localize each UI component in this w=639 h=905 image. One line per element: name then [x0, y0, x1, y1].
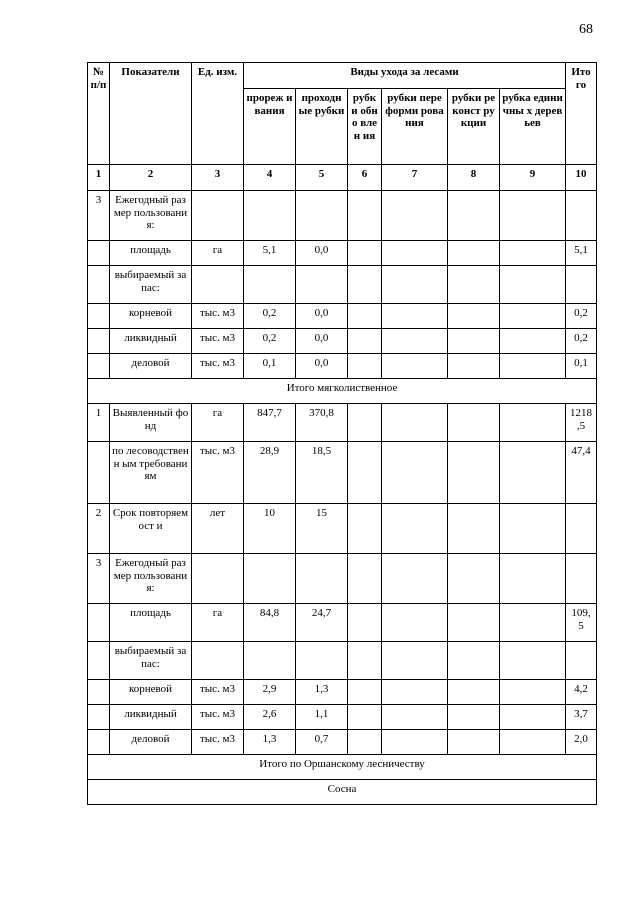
page-number: 68: [579, 22, 593, 37]
column-number-row: [88, 165, 597, 191]
cell-unit: [192, 554, 244, 604]
header-sub: прореж ивания: [244, 89, 296, 165]
cell-single-tree-cut: [500, 442, 566, 504]
section-title: Итого по Оршанскому лесничеству: [88, 755, 597, 780]
cell-reformation-cut: [382, 642, 448, 680]
cell-thinning: 28,9: [244, 442, 296, 504]
cell-thinning: 84,8: [244, 604, 296, 642]
header-sub: рубки переформи рования: [382, 89, 448, 165]
cell-thinning: 0,2: [244, 329, 296, 354]
cell-renewal-cut: [348, 504, 382, 554]
cell-reformation-cut: [382, 554, 448, 604]
cell-thinning: 2,6: [244, 705, 296, 730]
cell-single-tree-cut: [500, 354, 566, 379]
col-number: 1: [88, 165, 110, 191]
cell-reformation-cut: [382, 705, 448, 730]
cell-indicator: ликвидный: [110, 329, 192, 354]
cell-total: 109, 5: [566, 604, 597, 642]
cell-reconstruction-cut: [448, 404, 500, 442]
cell-renewal-cut: [348, 191, 382, 241]
cell-passing-cut: 0,0: [296, 304, 348, 329]
cell-number: [88, 266, 110, 304]
cell-number: 3: [88, 191, 110, 241]
col-number: 8: [448, 165, 500, 191]
cell-unit: [192, 191, 244, 241]
cell-thinning: [244, 554, 296, 604]
cell-passing-cut: [296, 642, 348, 680]
cell-number: [88, 642, 110, 680]
cell-reconstruction-cut: [448, 680, 500, 705]
section-row: [88, 379, 597, 404]
cell-reformation-cut: [382, 241, 448, 266]
cell-unit: тыс. м3: [192, 329, 244, 354]
table-row: [88, 266, 597, 304]
cell-thinning: 2,9: [244, 680, 296, 705]
cell-reformation-cut: [382, 304, 448, 329]
table-row: [88, 604, 597, 642]
cell-passing-cut: 0,0: [296, 329, 348, 354]
table-row: [88, 329, 597, 354]
cell-total: 0,2: [566, 304, 597, 329]
cell-renewal-cut: [348, 241, 382, 266]
table-row: [88, 680, 597, 705]
cell-unit: тыс. м3: [192, 680, 244, 705]
cell-thinning: 847,7: [244, 404, 296, 442]
cell-single-tree-cut: [500, 554, 566, 604]
cell-indicator: деловой: [110, 730, 192, 755]
cell-thinning: [244, 266, 296, 304]
cell-unit: га: [192, 241, 244, 266]
cell-total: [566, 554, 597, 604]
cell-indicator: по лесоводственн ым требованиям: [110, 442, 192, 504]
cell-number: [88, 329, 110, 354]
section-row: [88, 755, 597, 780]
cell-thinning: 0,2: [244, 304, 296, 329]
cell-renewal-cut: [348, 554, 382, 604]
cell-number: [88, 680, 110, 705]
col-number: 2: [110, 165, 192, 191]
cell-indicator: Ежегодный размер пользования:: [110, 191, 192, 241]
table-row: [88, 442, 597, 504]
cell-number: 1: [88, 404, 110, 442]
cell-reconstruction-cut: [448, 241, 500, 266]
cell-single-tree-cut: [500, 730, 566, 755]
cell-passing-cut: 15: [296, 504, 348, 554]
table-row: [88, 730, 597, 755]
cell-thinning: 5,1: [244, 241, 296, 266]
cell-unit: тыс. м3: [192, 442, 244, 504]
table-row: [88, 504, 597, 554]
cell-passing-cut: 0,7: [296, 730, 348, 755]
cell-total: [566, 642, 597, 680]
col-number: 6: [348, 165, 382, 191]
cell-number: [88, 705, 110, 730]
cell-reformation-cut: [382, 604, 448, 642]
cell-unit: га: [192, 604, 244, 642]
cell-renewal-cut: [348, 442, 382, 504]
cell-indicator: корневой: [110, 304, 192, 329]
header-care-types: Виды ухода за лесами: [244, 63, 566, 89]
col-number: 4: [244, 165, 296, 191]
cell-passing-cut: [296, 554, 348, 604]
cell-total: 2,0: [566, 730, 597, 755]
cell-total: [566, 266, 597, 304]
cell-single-tree-cut: [500, 329, 566, 354]
cell-unit: [192, 642, 244, 680]
cell-renewal-cut: [348, 680, 382, 705]
cell-reconstruction-cut: [448, 329, 500, 354]
cell-passing-cut: 0,0: [296, 354, 348, 379]
cell-reformation-cut: [382, 191, 448, 241]
col-number: 10: [566, 165, 597, 191]
cell-reconstruction-cut: [448, 191, 500, 241]
cell-reconstruction-cut: [448, 442, 500, 504]
table-row: [88, 191, 597, 241]
cell-single-tree-cut: [500, 604, 566, 642]
table-row: [88, 554, 597, 604]
cell-number: 2: [88, 504, 110, 554]
cell-renewal-cut: [348, 404, 382, 442]
cell-total: 4,2: [566, 680, 597, 705]
cell-single-tree-cut: [500, 191, 566, 241]
cell-renewal-cut: [348, 642, 382, 680]
cell-indicator: Срок повторяемост и: [110, 504, 192, 554]
cell-indicator: ликвидный: [110, 705, 192, 730]
cell-single-tree-cut: [500, 504, 566, 554]
col-number: 7: [382, 165, 448, 191]
cell-number: [88, 442, 110, 504]
cell-renewal-cut: [348, 354, 382, 379]
cell-reformation-cut: [382, 442, 448, 504]
cell-single-tree-cut: [500, 642, 566, 680]
cell-reformation-cut: [382, 504, 448, 554]
cell-reconstruction-cut: [448, 604, 500, 642]
cell-unit: га: [192, 404, 244, 442]
cell-single-tree-cut: [500, 241, 566, 266]
cell-renewal-cut: [348, 705, 382, 730]
cell-total: 1218 ,5: [566, 404, 597, 442]
header-unit: Ед. изм.: [192, 63, 244, 165]
cell-thinning: 10: [244, 504, 296, 554]
cell-total: [566, 191, 597, 241]
cell-thinning: [244, 642, 296, 680]
cell-reconstruction-cut: [448, 705, 500, 730]
cell-passing-cut: 1,1: [296, 705, 348, 730]
cell-passing-cut: [296, 191, 348, 241]
section-title: Итого мягколиственное: [88, 379, 597, 404]
cell-single-tree-cut: [500, 266, 566, 304]
header-sub: рубка единичны х деревьев: [500, 89, 566, 165]
cell-unit: тыс. м3: [192, 304, 244, 329]
table-row: [88, 705, 597, 730]
cell-indicator: выбираемый запас:: [110, 642, 192, 680]
table-row: [88, 354, 597, 379]
cell-number: [88, 354, 110, 379]
cell-passing-cut: 0,0: [296, 241, 348, 266]
cell-indicator: площадь: [110, 604, 192, 642]
cell-reconstruction-cut: [448, 304, 500, 329]
cell-renewal-cut: [348, 604, 382, 642]
table-row: [88, 404, 597, 442]
cell-reconstruction-cut: [448, 266, 500, 304]
cell-renewal-cut: [348, 329, 382, 354]
cell-total: 0,2: [566, 329, 597, 354]
header-sub: рубк и обно влен ия: [348, 89, 382, 165]
cell-renewal-cut: [348, 304, 382, 329]
cell-passing-cut: 18,5: [296, 442, 348, 504]
cell-total: 3,7: [566, 705, 597, 730]
cell-reformation-cut: [382, 266, 448, 304]
cell-passing-cut: 370,8: [296, 404, 348, 442]
cell-reformation-cut: [382, 354, 448, 379]
cell-passing-cut: 24,7: [296, 604, 348, 642]
cell-passing-cut: 1,3: [296, 680, 348, 705]
table-row: [88, 304, 597, 329]
cell-renewal-cut: [348, 730, 382, 755]
cell-unit: тыс. м3: [192, 705, 244, 730]
cell-number: [88, 241, 110, 266]
cell-reconstruction-cut: [448, 504, 500, 554]
cell-reformation-cut: [382, 404, 448, 442]
cell-single-tree-cut: [500, 705, 566, 730]
header-num: № п/п: [88, 63, 110, 165]
header-indicators: Показатели: [110, 63, 192, 165]
cell-total: 5,1: [566, 241, 597, 266]
cell-single-tree-cut: [500, 404, 566, 442]
col-number: 3: [192, 165, 244, 191]
cell-reformation-cut: [382, 680, 448, 705]
forest-care-table: [87, 62, 597, 805]
table-body: [88, 191, 597, 805]
cell-reconstruction-cut: [448, 730, 500, 755]
cell-thinning: 0,1: [244, 354, 296, 379]
cell-passing-cut: [296, 266, 348, 304]
cell-reformation-cut: [382, 329, 448, 354]
header-sub: проходн ые рубки: [296, 89, 348, 165]
cell-indicator: Выявленный фонд: [110, 404, 192, 442]
cell-total: 47,4: [566, 442, 597, 504]
col-number: 5: [296, 165, 348, 191]
cell-unit: [192, 266, 244, 304]
table-row: [88, 642, 597, 680]
cell-unit: тыс. м3: [192, 354, 244, 379]
cell-number: 3: [88, 554, 110, 604]
cell-total: 0,1: [566, 354, 597, 379]
cell-indicator: корневой: [110, 680, 192, 705]
cell-thinning: 1,3: [244, 730, 296, 755]
cell-number: [88, 604, 110, 642]
cell-indicator: площадь: [110, 241, 192, 266]
cell-single-tree-cut: [500, 680, 566, 705]
cell-unit: лет: [192, 504, 244, 554]
cell-reconstruction-cut: [448, 354, 500, 379]
header-sub: рубки реконст рукции: [448, 89, 500, 165]
header-total: Ито го: [566, 63, 597, 165]
section-row: [88, 780, 597, 805]
cell-number: [88, 304, 110, 329]
section-title: Сосна: [88, 780, 597, 805]
cell-indicator: выбираемый запас:: [110, 266, 192, 304]
cell-reformation-cut: [382, 730, 448, 755]
cell-indicator: Ежегодный размер пользования:: [110, 554, 192, 604]
cell-single-tree-cut: [500, 304, 566, 329]
cell-total: [566, 504, 597, 554]
cell-indicator: деловой: [110, 354, 192, 379]
cell-unit: тыс. м3: [192, 730, 244, 755]
cell-thinning: [244, 191, 296, 241]
cell-renewal-cut: [348, 266, 382, 304]
cell-number: [88, 730, 110, 755]
table-row: [88, 241, 597, 266]
cell-reconstruction-cut: [448, 642, 500, 680]
cell-reconstruction-cut: [448, 554, 500, 604]
col-number: 9: [500, 165, 566, 191]
